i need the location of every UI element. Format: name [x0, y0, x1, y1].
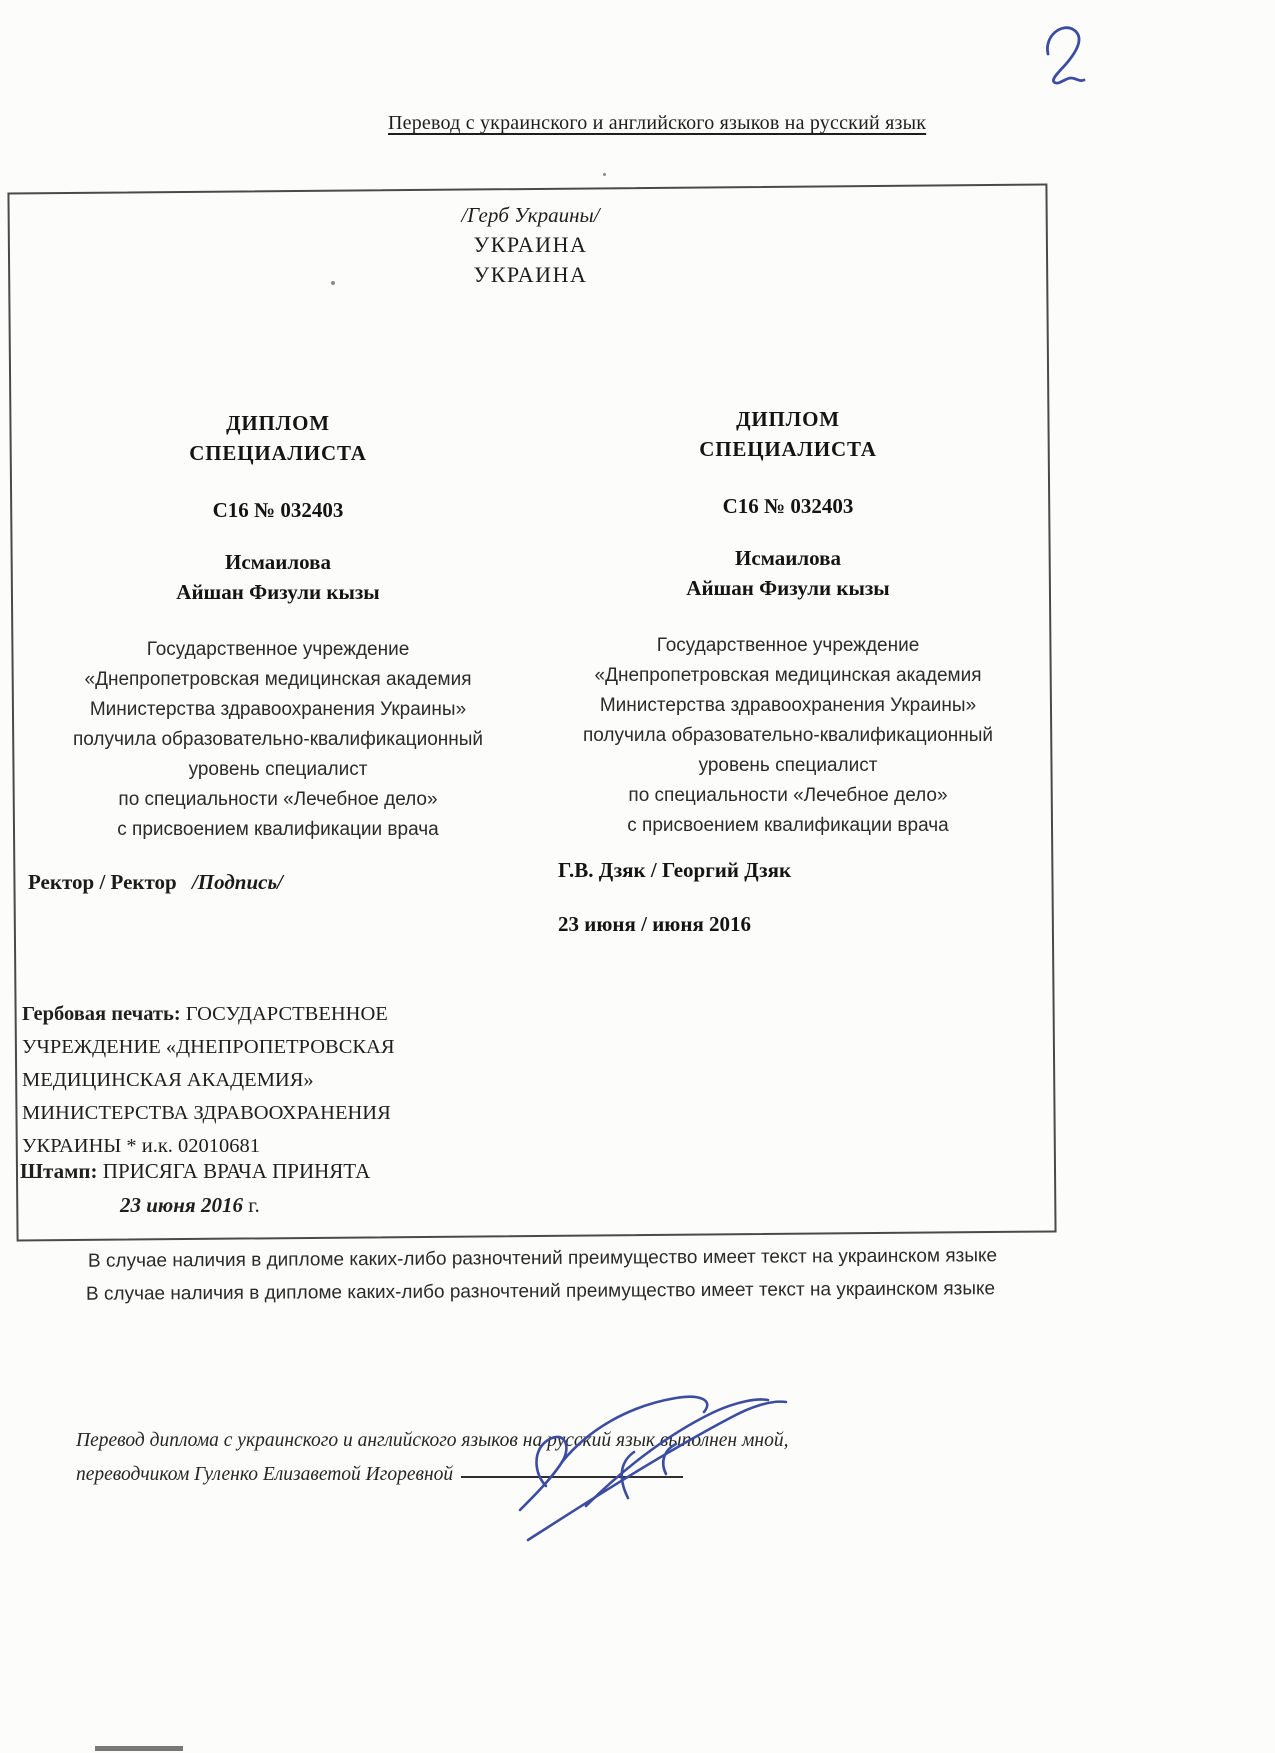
diploma-body-text [50, 635, 506, 845]
diploma-title-line2: СПЕЦИАЛИСТА [189, 441, 367, 465]
body-line: по специальности «Лечебное дело» [628, 785, 948, 806]
issue-date: 23 июня / июня 2016 [558, 912, 752, 936]
stamp-text: ПРИСЯГА ВРАЧА ПРИНЯТА [102, 1159, 371, 1183]
discrepancy-note-line2: В случае наличия в дипломе каких-либо разночтений преимущество имеет текст на украинском языке [85, 1278, 996, 1305]
body-line: с присвоением квалификации врача [117, 819, 439, 840]
body-line: получила образовательно-квалификационный [582, 725, 994, 746]
body-line: с присвоением квалификации врача [627, 815, 949, 836]
diploma-title-line1: ДИПЛОМ [736, 407, 840, 431]
diploma-title-line2: СПЕЦИАЛИСТА [699, 437, 877, 461]
translator-signature [468, 1378, 808, 1553]
body-line: «Днепропетровская медицинская академия [84, 669, 472, 690]
stamp-date: 23 июня 2016 [120, 1193, 243, 1217]
graduate-given-name: Айшан Физули кызы [686, 576, 890, 600]
stamp-label: Штамп: [20, 1159, 98, 1183]
body-line: уровень специалист [698, 755, 878, 776]
translation-direction-header: Перевод с украинского и английского языков на русский язык [388, 112, 927, 134]
diploma-title [560, 404, 1016, 464]
body-line: уровень специалист [188, 759, 368, 780]
discrepancy-note-line1: В случае наличия в дипломе каких-либо разночтений преимущество имеет текст на украинском языке [87, 1245, 998, 1272]
diploma-body-text [560, 631, 1016, 841]
rector-name-block [558, 856, 791, 938]
body-line: Министерства здравоохранения Украины» [599, 695, 977, 716]
rector-signature-line [28, 870, 283, 895]
diploma-number: С16 № 032403 [722, 494, 854, 518]
body-line: по специальности «Лечебное дело» [118, 789, 438, 810]
handwritten-page-number [1032, 12, 1112, 92]
emblem-block [14, 200, 1047, 290]
rector-label: Ректор / Ректор [28, 870, 177, 894]
diploma-number: С16 № 032403 [212, 498, 344, 522]
diploma-title-line1: ДИПЛОМ [226, 411, 330, 435]
scan-edge-artifact [95, 1746, 183, 1751]
translator-note-line2: переводчиком Гуленко Елизаветой Игоревной [76, 1464, 454, 1485]
stamp-line1 [20, 1154, 370, 1188]
stamp-description [20, 1154, 370, 1222]
diploma-column-left [50, 408, 506, 845]
graduate-surname: Исмаилова [734, 546, 841, 570]
emblem-note: /Герб Украины/ [461, 203, 600, 227]
scan-speck [331, 281, 335, 285]
diploma-title [50, 408, 506, 468]
body-line: Государственное учреждение [146, 639, 410, 660]
country-name-line1: УКРАИНА [473, 232, 588, 257]
seal-description [22, 998, 484, 1163]
stamp-line2 [20, 1188, 370, 1222]
graduate-name [560, 543, 1016, 603]
body-line: «Днепропетровская медицинская академия [594, 665, 982, 686]
body-line: получила образовательно-квалификационный [72, 729, 484, 750]
graduate-name [50, 547, 506, 607]
diploma-column-right [560, 404, 1016, 841]
scan-speck [603, 173, 606, 176]
body-line: Министерства здравоохранения Украины» [89, 699, 467, 720]
translator-note-line1: Перевод диплома с украинского и английского языков на русский язык выполнен мной, [76, 1430, 789, 1451]
graduate-given-name: Айшан Физули кызы [176, 580, 380, 604]
country-name-line2: УКРАИНА [473, 262, 588, 287]
body-line: Государственное учреждение [656, 635, 920, 656]
seal-text: ГОСУДАРСТВЕННОЕ УЧРЕЖДЕНИЕ «ДНЕПРОПЕТРОВСКАЯ МЕДИЦИНСКАЯ АКАДЕМИЯ» МИНИСТЕРСТВА ЗДРАВООХРАНЕНИЯ УКРАИНЫ * и.к. 02010681 [22, 1003, 395, 1157]
seal-label: Гербовая печать: [22, 1003, 181, 1025]
signature-note: /Подпись/ [191, 870, 283, 894]
stamp-date-suffix: г. [243, 1193, 260, 1217]
diploma-box [14, 192, 1047, 1237]
rector-name: Г.В. Дзяк / Георгий Дзяк [558, 858, 792, 882]
graduate-surname: Исмаилова [224, 550, 331, 574]
